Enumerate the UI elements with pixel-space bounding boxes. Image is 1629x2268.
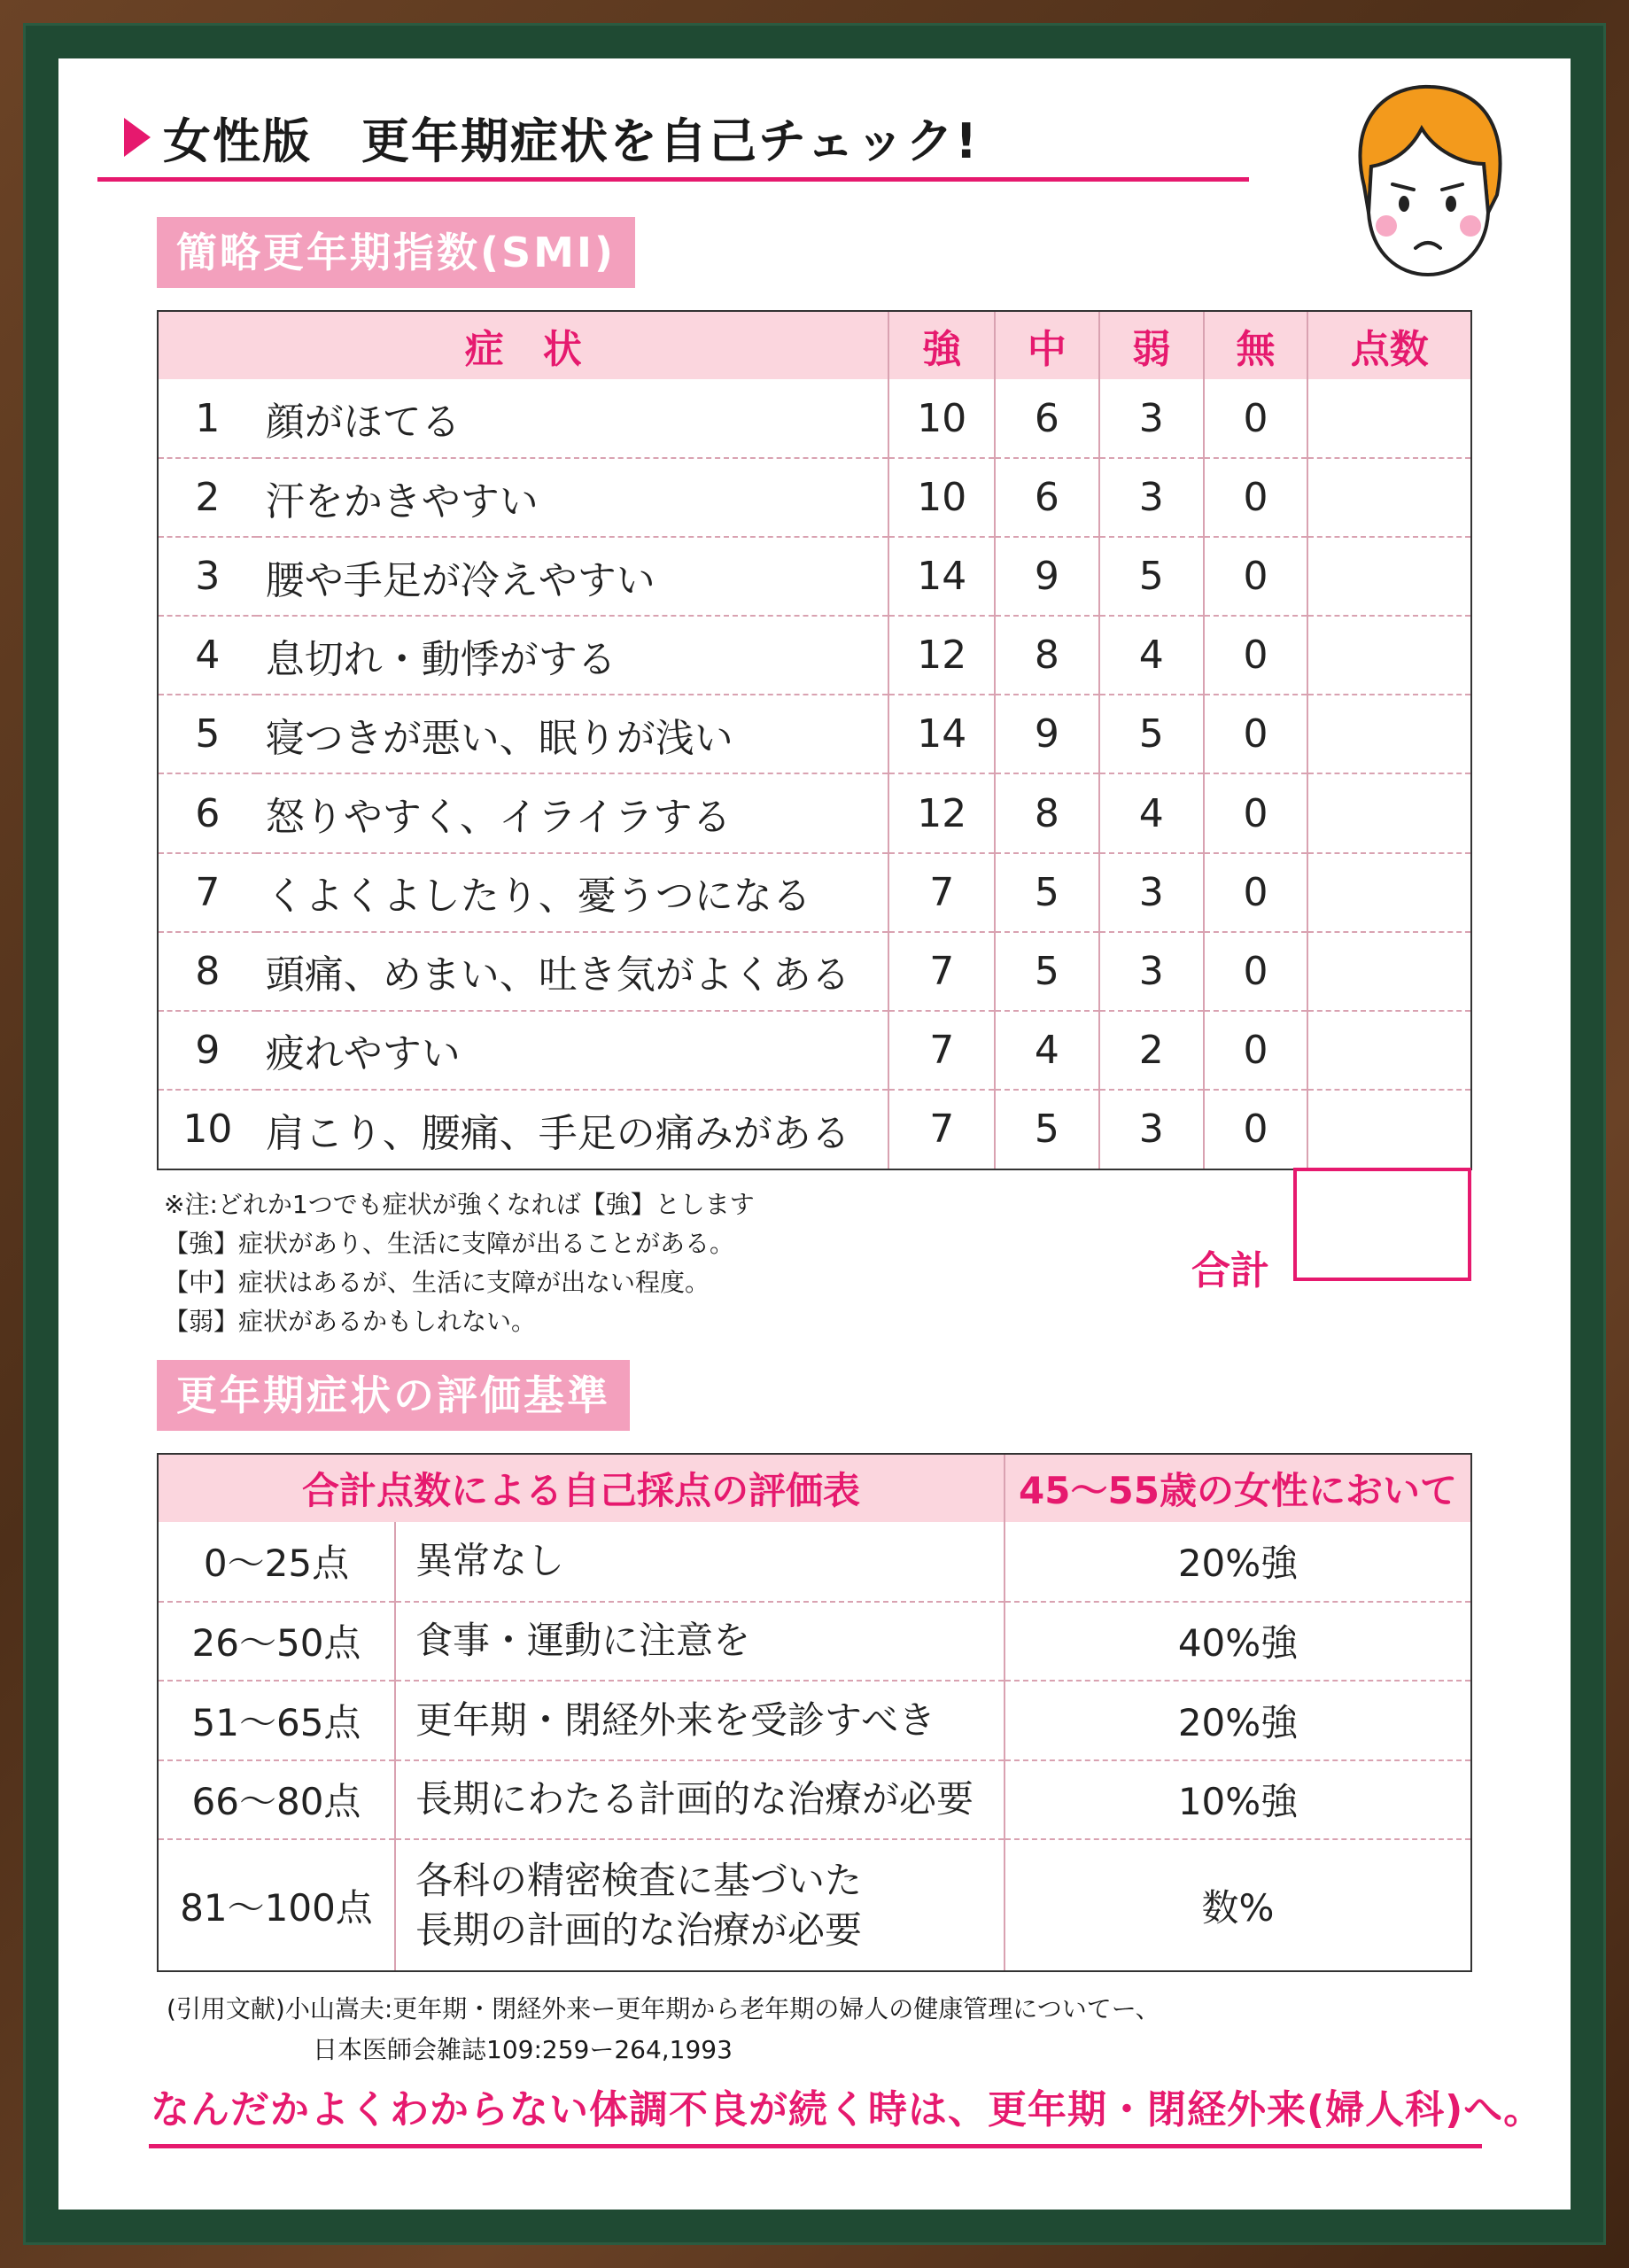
page-title: 女性版 更年期症状を自己チェック! — [163, 113, 980, 169]
note-line: 【強】症状があり、生活に支障が出ることがある。 — [164, 1229, 735, 1258]
percentage: 数% — [1005, 1839, 1470, 1970]
reference-citation — [167, 1989, 1160, 2070]
description-line: 異常なし — [415, 1539, 565, 1583]
table-row — [159, 773, 1470, 852]
table-row — [159, 695, 1470, 773]
score-mid: 4 — [995, 1011, 1099, 1090]
symptom-name: 汗をかきやすい — [257, 458, 889, 537]
table-row — [159, 1760, 1470, 1840]
total-label: 合計 — [1191, 1248, 1269, 1293]
percentage: 20%強 — [1005, 1522, 1470, 1602]
score-strong: 7 — [888, 1011, 995, 1090]
percentage: 20%強 — [1005, 1681, 1470, 1760]
score-none: 0 — [1204, 458, 1308, 537]
score-none: 0 — [1204, 932, 1308, 1011]
score-none: 0 — [1204, 1090, 1308, 1169]
note-line: 【弱】症状があるかもしれない。 — [164, 1307, 537, 1336]
symptom-name: 寝つきが悪い、眠りが浅い — [257, 695, 889, 773]
col-header-symptom: 症 状 — [159, 312, 888, 379]
score-range: 0〜25点 — [203, 1542, 350, 1586]
col-header-mid: 中 — [995, 312, 1099, 379]
score-strong: 14 — [888, 695, 995, 773]
table-row — [159, 1839, 1470, 1970]
score-none: 0 — [1204, 537, 1308, 616]
table-row — [159, 853, 1470, 932]
symptom-name: 疲れやすい — [257, 1011, 889, 1090]
symptom-name: 怒りやすく、イライラする — [257, 773, 889, 852]
table-row — [159, 1011, 1470, 1090]
symptom-name: 顔がほてる — [265, 400, 461, 446]
score-strong: 7 — [888, 932, 995, 1011]
score-weak: 5 — [1099, 537, 1204, 616]
score-weak: 4 — [1099, 773, 1204, 852]
title-underline — [97, 177, 1249, 182]
smi-table — [157, 310, 1472, 1170]
reference-line-2: 日本医師会雑誌109:259ー264,1993 — [313, 2035, 733, 2064]
score-none: 0 — [1204, 773, 1308, 852]
worried-woman-face-icon — [1338, 80, 1515, 284]
score-strong: 10 — [888, 458, 995, 537]
evaluation-table — [157, 1453, 1472, 1972]
score-none: 0 — [1204, 616, 1308, 695]
score-none: 0 — [1204, 379, 1308, 458]
evaluation-description — [395, 1760, 1005, 1840]
score-input-cell[interactable] — [1307, 1090, 1470, 1169]
score-mid: 6 — [995, 458, 1099, 537]
symptom-name: 息切れ・動悸がする — [257, 616, 889, 695]
col-header-none: 無 — [1204, 312, 1308, 379]
score-input-cell[interactable] — [1307, 695, 1470, 773]
score-weak: 3 — [1099, 379, 1204, 458]
table-header-row — [159, 312, 1470, 379]
eval-section-heading: 更年期症状の評価基準 — [157, 1360, 630, 1431]
table-row — [159, 932, 1470, 1011]
score-none: 0 — [1204, 1011, 1308, 1090]
score-range: 26〜50点 — [159, 1602, 395, 1682]
percentage: 40%強 — [1005, 1602, 1470, 1682]
note-line: ※注:どれか1つでも症状が強くなれば【強】とします — [164, 1190, 755, 1219]
table-row — [159, 458, 1470, 537]
symptom-number: 10 — [159, 1090, 257, 1169]
evaluation-description — [395, 1602, 1005, 1682]
symptom-number: 4 — [159, 616, 257, 695]
score-input-cell[interactable] — [1307, 379, 1470, 458]
score-weak: 3 — [1099, 1090, 1204, 1169]
score-mid: 5 — [995, 932, 1099, 1011]
description-line: 食事・運動に注意を — [415, 1619, 751, 1663]
symptom-number: 5 — [159, 695, 257, 773]
evaluation-description — [395, 1839, 1005, 1970]
score-range: 81〜100点 — [159, 1839, 395, 1970]
table-row — [159, 1090, 1470, 1169]
percentage: 10%強 — [1005, 1760, 1470, 1840]
score-weak: 5 — [1099, 695, 1204, 773]
col-header-score: 点数 — [1307, 312, 1470, 379]
note-line: 【中】症状はあるが、生活に支障が出ない程度。 — [164, 1268, 710, 1297]
score-mid: 9 — [995, 695, 1099, 773]
score-strong: 14 — [888, 537, 995, 616]
symptom-number: 6 — [159, 773, 257, 852]
symptom-number: 7 — [159, 853, 257, 932]
smi-notes — [164, 1185, 755, 1341]
score-input-cell[interactable] — [1307, 616, 1470, 695]
description-line: 更年期・閉経外来を受診すべき — [415, 1697, 936, 1742]
table-row — [159, 379, 1470, 458]
symptom-name: 腰や手足が冷えやすい — [257, 537, 889, 616]
score-range: 66〜80点 — [159, 1760, 395, 1840]
smi-section-heading: 簡略更年期指数(SMI) — [157, 217, 635, 288]
score-weak: 2 — [1099, 1011, 1204, 1090]
score-weak: 3 — [1099, 853, 1204, 932]
score-range: 51〜65点 — [159, 1681, 395, 1760]
score-strong: 7 — [888, 1090, 995, 1169]
score-input-cell[interactable] — [1307, 537, 1470, 616]
score-strong: 12 — [888, 616, 995, 695]
table-header-row — [159, 1455, 1470, 1522]
symptom-number: 2 — [159, 458, 257, 537]
score-input-cell[interactable] — [1307, 932, 1470, 1011]
score-mid: 6 — [995, 379, 1099, 458]
symptom-name: 頭痛、めまい、吐き気がよくある — [257, 932, 889, 1011]
score-none: 0 — [1204, 853, 1308, 932]
score-mid: 5 — [995, 1090, 1099, 1169]
score-input-cell[interactable] — [1307, 1011, 1470, 1090]
score-input-cell[interactable] — [1307, 458, 1470, 537]
reference-line-1: (引用文献)小山嵩夫:更年期・閉経外来ー更年期から老年期の婦人の健康管理についてー、 — [167, 1994, 1160, 2023]
score-mid: 5 — [995, 853, 1099, 932]
title-row — [124, 102, 979, 173]
score-none: 0 — [1204, 695, 1308, 773]
score-mid: 8 — [995, 616, 1099, 695]
table-row — [159, 537, 1470, 616]
score-weak: 3 — [1099, 932, 1204, 1011]
score-weak: 4 — [1099, 616, 1204, 695]
symptom-number: 3 — [159, 537, 257, 616]
score-input-cell[interactable] — [1307, 853, 1470, 932]
symptom-number: 8 — [159, 932, 257, 1011]
table-row — [159, 1681, 1470, 1760]
score-weak: 3 — [1099, 458, 1204, 537]
table-row — [159, 616, 1470, 695]
symptom-name: 肩こり、腰痛、手足の痛みがある — [257, 1090, 889, 1169]
description-line: 長期にわたる計画的な治療が必要 — [415, 1777, 974, 1821]
symptom-number: 9 — [159, 1011, 257, 1090]
table-row — [159, 1602, 1470, 1682]
description-line: 長期の計画的な治療が必要 — [415, 1907, 863, 1952]
score-mid: 9 — [995, 537, 1099, 616]
score-strong: 10 — [888, 379, 995, 458]
score-mid: 8 — [995, 773, 1099, 852]
col-header-self-score: 合計点数による自己採点の評価表 — [159, 1455, 1005, 1522]
footer-message: なんだかよくわからない体調不良が続く時は、更年期・閉経外来(婦人科)へ。 — [151, 2087, 1544, 2132]
symptom-number: 1 — [195, 395, 221, 441]
col-header-weak: 弱 — [1099, 312, 1204, 379]
description-line: 各科の精密検査に基づいた — [415, 1858, 863, 1902]
evaluation-description — [395, 1522, 1005, 1602]
evaluation-description — [395, 1681, 1005, 1760]
col-header-women-45-55: 45〜55歳の女性において — [1005, 1455, 1470, 1522]
score-strong: 12 — [888, 773, 995, 852]
footer-underline — [149, 2144, 1482, 2148]
score-input-cell[interactable] — [1307, 773, 1470, 852]
score-strong: 7 — [888, 853, 995, 932]
total-score-box[interactable] — [1293, 1168, 1471, 1281]
symptom-name: くよくよしたり、憂うつになる — [257, 853, 889, 932]
table-row — [159, 1522, 1470, 1602]
col-header-strong: 強 — [888, 312, 995, 379]
triangle-right-icon — [124, 118, 151, 157]
